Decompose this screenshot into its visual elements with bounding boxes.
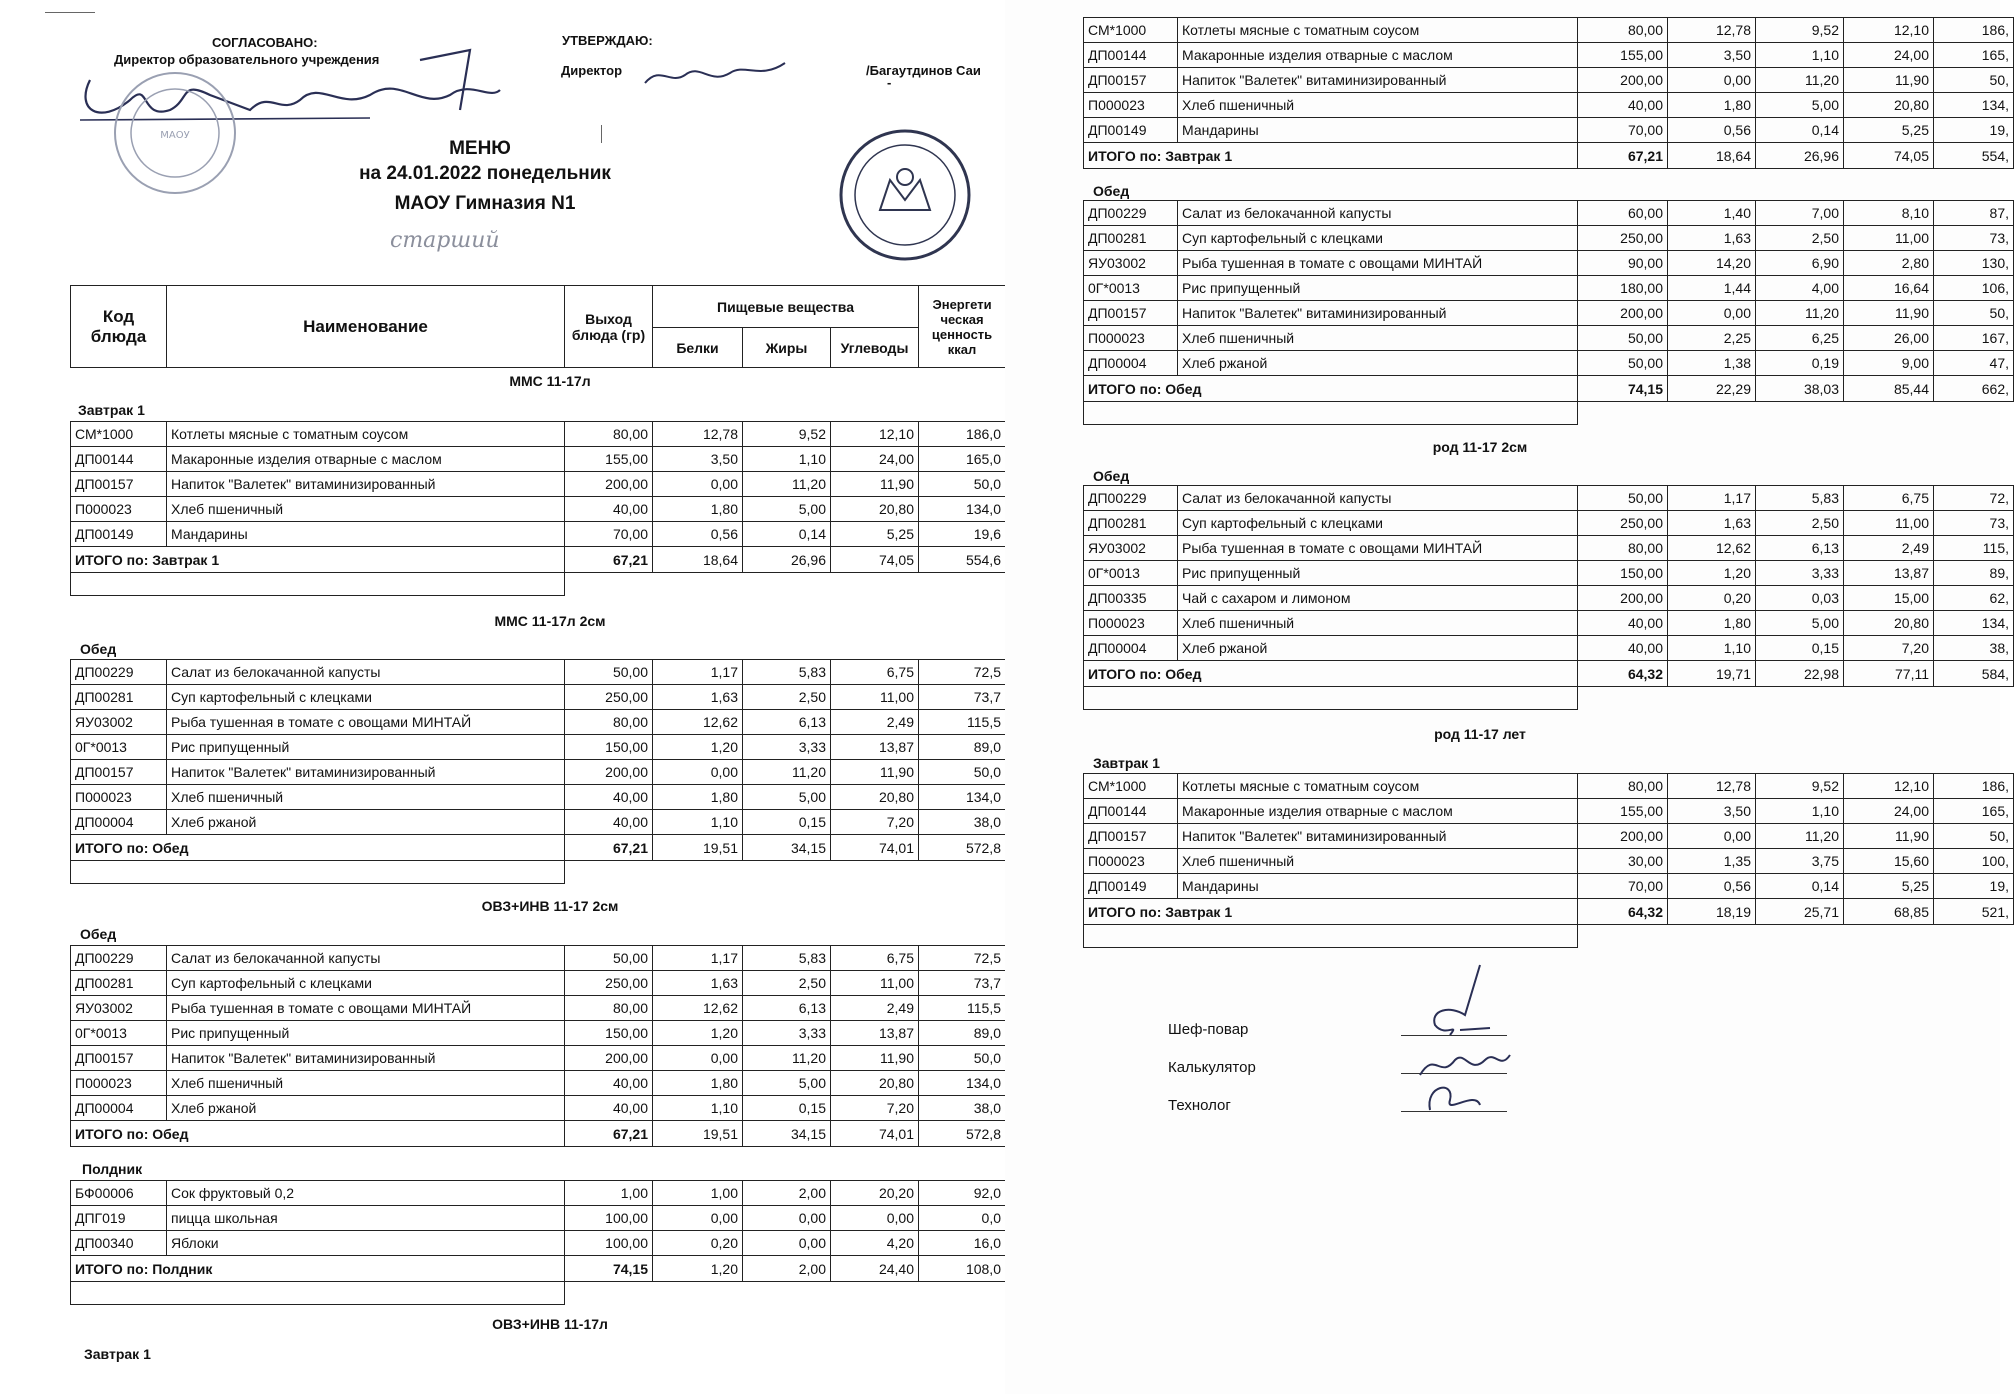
table-row: ДП00229 Салат из белокачанной капусты 50,00 1,17 5,83 6,75 72,5 (71, 660, 1006, 685)
table-row: ДП00340 Яблоки 100,00 0,20 0,00 4,20 16,0 (71, 1231, 1006, 1256)
table-row: П000023 Хлеб пшеничный 40,00 1,80 5,00 20,80 134,0 (71, 785, 1006, 810)
menu-date: на 24.01.2022 понедельник (359, 163, 611, 184)
total-row: ИТОГО по: Завтрак 1 64,32 18,19 25,71 68,85 521, (1084, 899, 2014, 925)
table-row: ДП00157 Напиток "Валетек" витаминизированный 200,00 0,00 11,20 11,90 50,0 (71, 1046, 1006, 1071)
meal-label: Обед (1093, 183, 1130, 199)
table-row: ДП00004 Хлеб ржаной 40,00 1,10 0,15 7,20 38,0 (71, 1096, 1006, 1121)
table-row: ДП00004 Хлеб ржаной 50,00 1,38 0,19 9,00 47, (1084, 351, 2014, 376)
technologist-label: Технолог (1168, 1097, 1231, 1114)
table-row: П000023 Хлеб пшеничный 40,00 1,80 5,00 20,80 134,0 (71, 497, 1006, 522)
column-header (70, 285, 1006, 368)
section-title: ММС 11-17л 2см (494, 613, 606, 629)
section-title: ММС 11-17л (509, 373, 591, 389)
menu-table (70, 659, 1006, 884)
table-row: ДП00229 Салат из белокачанной капусты 50,00 1,17 5,83 6,75 72, (1084, 486, 2014, 511)
approved-role: Директор образовательного учреждения (114, 52, 380, 67)
calculator-label: Калькулятор (1168, 1059, 1256, 1076)
table-row: ДП00157 Напиток "Валетек" витаминизированный 200,00 0,00 11,20 11,90 50, (1084, 301, 2014, 326)
handwritten-signatures (1390, 960, 1530, 1120)
table-row: П000023 Хлеб пшеничный 40,00 1,80 5,00 20,80 134, (1084, 611, 2014, 636)
table-row: ДП00149 Мандарины 70,00 0,56 0,14 5,25 19,6 (71, 522, 1006, 547)
right-page (1005, 0, 2009, 1394)
total-row: ИТОГО по: Полдник 74,15 1,20 2,00 24,40 108,0 (71, 1256, 1006, 1282)
table-row: 0Г*0013 Рис припущенный 150,00 1,20 3,33 13,87 89, (1084, 561, 2014, 586)
meal-label: Завтрак 1 (78, 402, 145, 418)
table-row: СМ*1000 Котлеты мясные с томатным соусом 80,00 12,78 9,52 12,10 186,0 (71, 422, 1006, 447)
blank-row (1084, 402, 2014, 425)
blank-row (71, 861, 1006, 884)
menu-table (70, 1180, 1006, 1305)
blank-row (71, 573, 1006, 596)
table-row: ДПГ019 пицца школьная 100,00 0,00 0,00 0,00 0,0 (71, 1206, 1006, 1231)
meal-label: Обед (1093, 468, 1130, 484)
table-row: ДП00144 Макаронные изделия отварные с маслом 155,00 3,50 1,10 24,00 165, (1084, 799, 2014, 824)
menu-table (1083, 17, 2014, 169)
table-row: 0Г*0013 Рис припущенный 180,00 1,44 4,00 16,64 106, (1084, 276, 2014, 301)
meal-label: Завтрак 1 (1093, 755, 1160, 771)
director-dash: - (887, 75, 892, 90)
table-row: ЯУ03002 Рыба тушенная в томате с овощами МИНТАЙ 80,00 12,62 6,13 2,49 115,5 (71, 996, 1006, 1021)
table-row: ДП00144 Макаронные изделия отварные с маслом 155,00 3,50 1,10 24,00 165,0 (71, 447, 1006, 472)
table-row: ДП00281 Суп картофельный с клецками 250,00 1,63 2,50 11,00 73, (1084, 511, 2014, 536)
table-row: ДП00157 Напиток "Валетек" витаминизированный 200,00 0,00 11,20 11,90 50, (1084, 68, 2014, 93)
section-title: род 11-17 2см (1432, 439, 1528, 455)
section-title: род 11-17 лет (1434, 726, 1526, 742)
approved-label: СОГЛАСОВАНО: (212, 35, 318, 50)
corner-mark (45, 12, 95, 13)
handwritten-note: старший (390, 228, 500, 253)
col-protein-header: Белки (653, 328, 743, 368)
blank-row (71, 1282, 1006, 1305)
director-label: Директор (561, 63, 623, 78)
official-stamp (835, 125, 975, 265)
total-row: ИТОГО по: Обед 64,32 19,71 22,98 77,11 584, (1084, 661, 2014, 687)
table-row: П000023 Хлеб пшеничный 40,00 1,80 5,00 20,80 134,0 (71, 1071, 1006, 1096)
table-row: ЯУ03002 Рыба тушенная в томате с овощами МИНТАЙ 80,00 12,62 6,13 2,49 115, (1084, 536, 2014, 561)
menu-table (70, 945, 1006, 1147)
table-row: СМ*1000 Котлеты мясные с томатным соусом 80,00 12,78 9,52 12,10 186, (1084, 18, 2014, 43)
table-row: ДП00149 Мандарины 70,00 0,56 0,14 5,25 19, (1084, 874, 2014, 899)
cursor-mark (601, 125, 602, 143)
total-row: ИТОГО по: Завтрак 1 67,21 18,64 26,96 74,05 554, (1084, 143, 2014, 169)
table-row: БФ00006 Сок фруктовый 0,2 1,00 1,00 2,00 20,20 92,0 (71, 1181, 1006, 1206)
director-name: /Багаутдинов Саи (866, 63, 981, 78)
director-signature (640, 55, 790, 95)
blank-row (1084, 687, 2014, 710)
table-row: ДП00157 Напиток "Валетек" витаминизированный 200,00 0,00 11,20 11,90 50, (1084, 824, 2014, 849)
table-row: ДП00157 Напиток "Валетек" витаминизированный 200,00 0,00 11,20 11,90 50,0 (71, 472, 1006, 497)
total-row: ИТОГО по: Обед 67,21 19,51 34,15 74,01 572,8 (71, 1121, 1006, 1147)
section-title: ОВЗ+ИНВ 11-17 2см (481, 898, 619, 914)
meal-label: Обед (80, 641, 117, 657)
col-code-header: Код блюда (71, 286, 167, 368)
menu-table (1083, 200, 2014, 425)
col-name-header: Наименование (167, 286, 565, 368)
table-row: ДП00229 Салат из белокачанной капусты 50,00 1,17 5,83 6,75 72,5 (71, 946, 1006, 971)
col-carbs-header: Углеводы (831, 328, 919, 368)
table-row: ДП00229 Салат из белокачанной капусты 60,00 1,40 7,00 8,10 87, (1084, 201, 2014, 226)
table-row: ЯУ03002 Рыба тушенная в томате с овощами МИНТАЙ 90,00 14,20 6,90 2,80 130, (1084, 251, 2014, 276)
total-row: ИТОГО по: Обед 74,15 22,29 38,03 85,44 662, (1084, 376, 2014, 402)
table-row: ДП00157 Напиток "Валетек" витаминизированный 200,00 0,00 11,20 11,90 50,0 (71, 760, 1006, 785)
table-row: ДП00004 Хлеб ржаной 40,00 1,10 0,15 7,20 38,0 (71, 810, 1006, 835)
total-row: ИТОГО по: Обед 67,21 19,51 34,15 74,01 572,8 (71, 835, 1006, 861)
menu-table (1083, 485, 2014, 710)
school-name: МАОУ Гимназия N1 (394, 193, 576, 214)
table-row: ЯУ03002 Рыба тушенная в томате с овощами МИНТАЙ 80,00 12,62 6,13 2,49 115,5 (71, 710, 1006, 735)
menu-table (70, 421, 1006, 596)
meal-label: Полдник (82, 1161, 143, 1177)
col-weight-header: Выход блюда (гр) (565, 286, 653, 368)
menu-title: МЕНЮ (449, 138, 511, 159)
school-stamp (110, 68, 240, 198)
table-row: 0Г*0013 Рис припущенный 150,00 1,20 3,33 13,87 89,0 (71, 1021, 1006, 1046)
table-row: 0Г*0013 Рис припущенный 150,00 1,20 3,33 13,87 89,0 (71, 735, 1006, 760)
table-row: ДП00335 Чай с сахаром и лимоном 200,00 0,20 0,03 15,00 62, (1084, 586, 2014, 611)
chef-label: Шеф-повар (1168, 1021, 1249, 1038)
confirm-label: УТВЕРЖДАЮ: (562, 33, 653, 48)
table-row: ДП00144 Макаронные изделия отварные с маслом 155,00 3,50 1,10 24,00 165, (1084, 43, 2014, 68)
blank-row (1084, 925, 2014, 948)
table-row: ДП00149 Мандарины 70,00 0,56 0,14 5,25 19, (1084, 118, 2014, 143)
svg-text:МАОУ: МАОУ (160, 130, 190, 141)
left-page (0, 0, 1005, 1394)
col-fat-header: Жиры (743, 328, 831, 368)
table-row: П000023 Хлеб пшеничный 50,00 2,25 6,25 26,00 167, (1084, 326, 2014, 351)
table-row: ДП00004 Хлеб ржаной 40,00 1,10 0,15 7,20 38, (1084, 636, 2014, 661)
meal-label: Завтрак 1 (84, 1346, 151, 1362)
total-row: ИТОГО по: Завтрак 1 67,21 18,64 26,96 74,05 554,6 (71, 547, 1006, 573)
col-energy-header: Энергети ческая ценность ккал (919, 286, 1006, 368)
table-row: ДП00281 Суп картофельный с клецками 250,00 1,63 2,50 11,00 73,7 (71, 971, 1006, 996)
col-nutrients-header: Пищевые вещества (653, 286, 919, 328)
menu-table (1083, 773, 2014, 948)
meal-label: Обед (80, 926, 117, 942)
section-title: ОВЗ+ИНВ 11-17л (492, 1316, 608, 1332)
table-row: П000023 Хлеб пшеничный 30,00 1,35 3,75 15,60 100, (1084, 849, 2014, 874)
table-row: ДП00281 Суп картофельный с клецками 250,00 1,63 2,50 11,00 73, (1084, 226, 2014, 251)
table-row: П000023 Хлеб пшеничный 40,00 1,80 5,00 20,80 134, (1084, 93, 2014, 118)
table-row: ДП00281 Суп картофельный с клецками 250,00 1,63 2,50 11,00 73,7 (71, 685, 1006, 710)
table-row: СМ*1000 Котлеты мясные с томатным соусом 80,00 12,78 9,52 12,10 186, (1084, 774, 2014, 799)
